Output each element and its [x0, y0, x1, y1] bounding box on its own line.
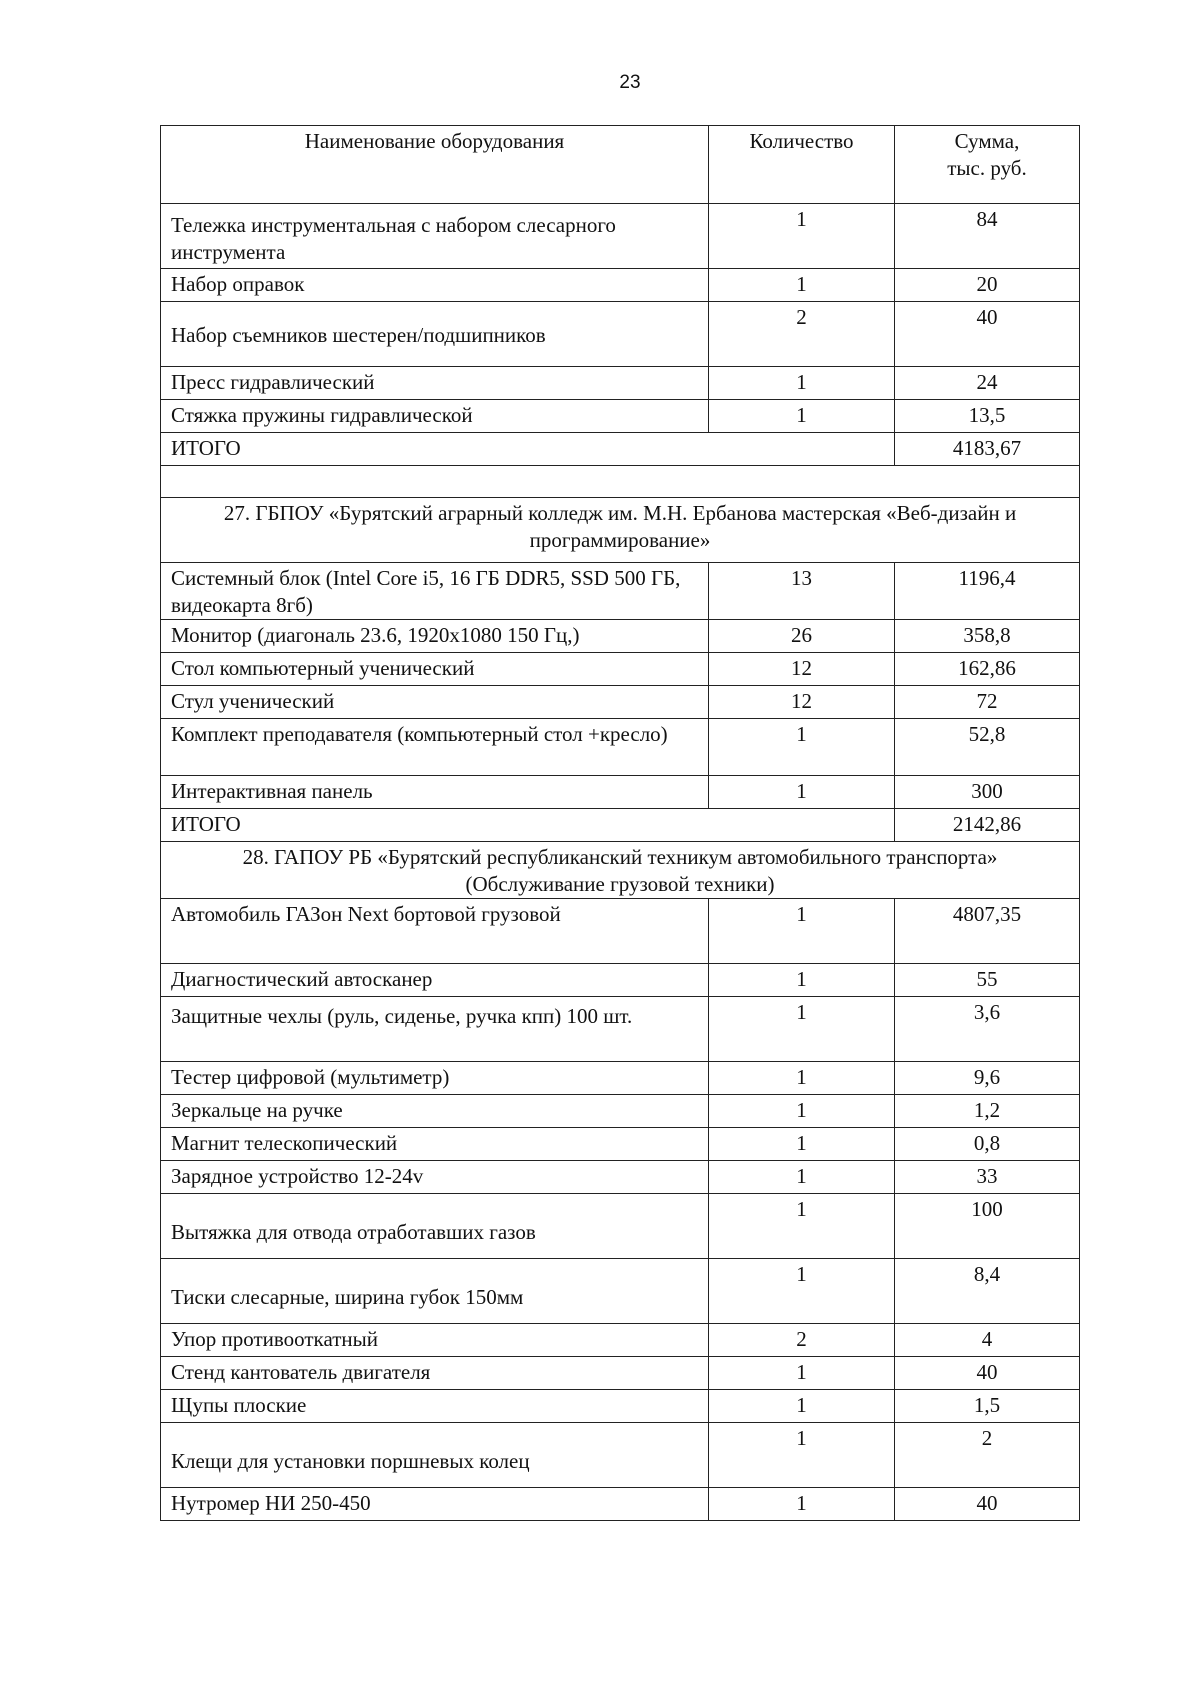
item-name: Нутромер НИ 250-450: [161, 1488, 709, 1521]
page-number: 23: [619, 72, 641, 93]
total-value: 2142,86: [895, 809, 1080, 842]
item-sum: 24: [895, 367, 1080, 400]
item-name: Тележка инструментальная с набором слесарного инструмента: [161, 204, 709, 269]
table-row: [161, 400, 1080, 433]
item-name: Стул ученический: [161, 686, 709, 719]
item-sum: 0,8: [895, 1128, 1080, 1161]
item-name: Пресс гидравлический: [161, 367, 709, 400]
item-qty: 13: [709, 563, 895, 620]
item-qty: 1: [709, 776, 895, 809]
table-row: [161, 997, 1080, 1062]
item-qty: 2: [709, 1324, 895, 1357]
table-row: [161, 269, 1080, 302]
item-sum: 4: [895, 1324, 1080, 1357]
item-name: Монитор (диагональ 23.6, 1920x1080 150 Гц,): [161, 620, 709, 653]
item-sum: 300: [895, 776, 1080, 809]
item-qty: 1: [709, 1423, 895, 1488]
item-sum: 84: [895, 204, 1080, 269]
header-sum: Сумма, тыс. руб.: [895, 126, 1080, 204]
table-row: [161, 1390, 1080, 1423]
table-row: [161, 1357, 1080, 1390]
total-label: ИТОГО: [161, 433, 895, 466]
table-row: [161, 653, 1080, 686]
total-value: 4183,67: [895, 433, 1080, 466]
item-qty: 1: [709, 1488, 895, 1521]
item-sum: 55: [895, 964, 1080, 997]
item-qty: 1: [709, 1259, 895, 1324]
item-sum: 9,6: [895, 1062, 1080, 1095]
item-name: Защитные чехлы (руль, сиденье, ручка кпп) 100 шт.: [161, 997, 709, 1062]
item-name: Клещи для установки поршневых колец: [161, 1423, 709, 1488]
item-sum: 1,2: [895, 1095, 1080, 1128]
table-row: [161, 1095, 1080, 1128]
empty-cell: [161, 466, 1080, 498]
item-name: Набор съемников шестерен/подшипников: [161, 302, 709, 367]
item-name: Тестер цифровой (мультиметр): [161, 1062, 709, 1095]
table-row: [161, 1423, 1080, 1488]
item-qty: 1: [709, 1128, 895, 1161]
item-sum: 1196,4: [895, 563, 1080, 620]
item-sum: 162,86: [895, 653, 1080, 686]
item-name: Диагностический автосканер: [161, 964, 709, 997]
item-name: Комплект преподавателя (компьютерный стол +кресло): [161, 719, 709, 776]
item-name: Стол компьютерный ученический: [161, 653, 709, 686]
item-qty: 1: [709, 204, 895, 269]
table-row: [161, 302, 1080, 367]
item-sum: 358,8: [895, 620, 1080, 653]
item-sum: 2: [895, 1423, 1080, 1488]
item-qty: 1: [709, 269, 895, 302]
item-qty: 1: [709, 1095, 895, 1128]
table-row: [161, 204, 1080, 269]
item-qty: 12: [709, 686, 895, 719]
item-name: Системный блок (Intel Core i5, 16 ГБ DDR5, SSD 500 ГБ, видеокарта 8гб): [161, 563, 709, 620]
item-qty: 1: [709, 400, 895, 433]
item-name: Вытяжка для отвода отработавших газов: [161, 1194, 709, 1259]
item-sum: 13,5: [895, 400, 1080, 433]
item-sum: 33: [895, 1161, 1080, 1194]
table-row: [161, 776, 1080, 809]
header-name: Наименование оборудования: [161, 126, 709, 204]
item-name: Упор противооткатный: [161, 1324, 709, 1357]
item-sum: 20: [895, 269, 1080, 302]
table-row: [161, 620, 1080, 653]
table-row: [161, 1194, 1080, 1259]
item-sum: 4807,35: [895, 899, 1080, 964]
item-name: Стенд кантователь двигателя: [161, 1357, 709, 1390]
item-qty: 1: [709, 899, 895, 964]
table-row: [161, 1161, 1080, 1194]
item-sum: 40: [895, 302, 1080, 367]
item-qty: 12: [709, 653, 895, 686]
item-sum: 40: [895, 1357, 1080, 1390]
total-row: [161, 809, 1080, 842]
table-row: [161, 1062, 1080, 1095]
item-sum: 8,4: [895, 1259, 1080, 1324]
item-qty: 1: [709, 1161, 895, 1194]
item-qty: 2: [709, 302, 895, 367]
table-header-row: [161, 126, 1080, 204]
header-qty: Количество: [709, 126, 895, 204]
equipment-table: [160, 125, 1080, 1521]
item-name: Набор оправок: [161, 269, 709, 302]
item-qty: 1: [709, 1390, 895, 1423]
item-qty: 1: [709, 1194, 895, 1259]
table-row: [161, 1488, 1080, 1521]
item-sum: 72: [895, 686, 1080, 719]
table-row: [161, 1259, 1080, 1324]
item-qty: 1: [709, 719, 895, 776]
item-qty: 1: [709, 964, 895, 997]
item-name: Стяжка пружины гидравлической: [161, 400, 709, 433]
item-sum: 52,8: [895, 719, 1080, 776]
table-row: [161, 686, 1080, 719]
item-qty: 26: [709, 620, 895, 653]
item-sum: 40: [895, 1488, 1080, 1521]
total-label: ИТОГО: [161, 809, 895, 842]
item-name: Автомобиль ГАЗон Next бортовой грузовой: [161, 899, 709, 964]
item-name: Тиски слесарные, ширина губок 150мм: [161, 1259, 709, 1324]
table-row: [161, 1128, 1080, 1161]
item-sum: 100: [895, 1194, 1080, 1259]
item-name: Щупы плоские: [161, 1390, 709, 1423]
item-qty: 1: [709, 1357, 895, 1390]
empty-row: [161, 466, 1080, 498]
section-row: [161, 842, 1080, 899]
item-qty: 1: [709, 367, 895, 400]
table-row: [161, 367, 1080, 400]
section-row: [161, 498, 1080, 563]
table-row: [161, 719, 1080, 776]
item-sum: 3,6: [895, 997, 1080, 1062]
item-name: Зарядное устройство 12-24v: [161, 1161, 709, 1194]
table-row: [161, 964, 1080, 997]
table-row: [161, 1324, 1080, 1357]
section-title: 27. ГБПОУ «Бурятский аграрный колледж им. М.Н. Ербанова мастерская «Веб-дизайн и программирование»: [161, 498, 1080, 563]
item-name: Магнит телескопический: [161, 1128, 709, 1161]
item-name: Интерактивная панель: [161, 776, 709, 809]
item-sum: 1,5: [895, 1390, 1080, 1423]
total-row: [161, 433, 1080, 466]
item-qty: 1: [709, 997, 895, 1062]
item-qty: 1: [709, 1062, 895, 1095]
table-row: [161, 563, 1080, 620]
table-row: [161, 899, 1080, 964]
section-title: 28. ГАПОУ РБ «Бурятский республиканский техникум автомобильного транспорта» (Обслуживание грузовой техники): [161, 842, 1080, 899]
item-name: Зеркальце на ручке: [161, 1095, 709, 1128]
